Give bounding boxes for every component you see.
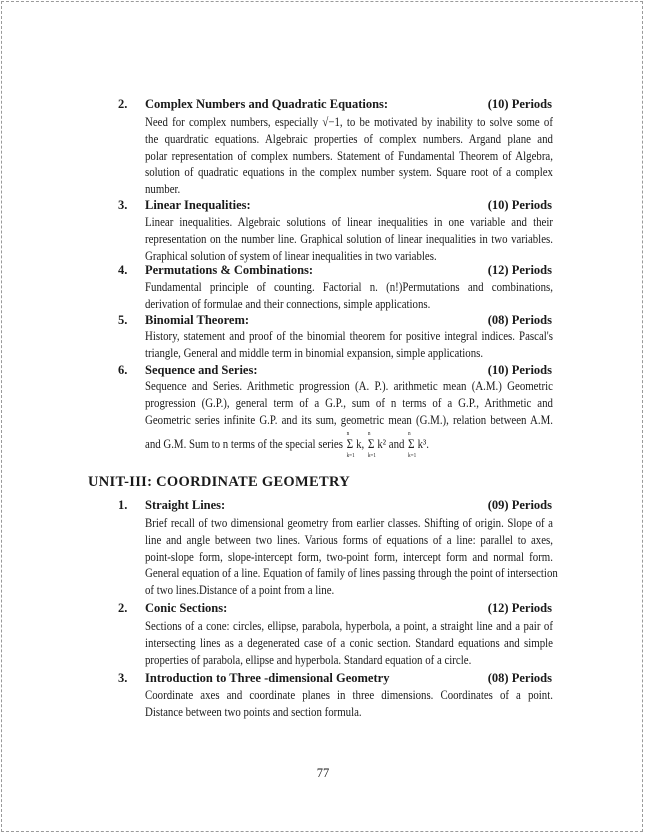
item-heading bbox=[0, 600, 646, 617]
item-periods: (08) Periods bbox=[487, 671, 552, 685]
description-line: Brief recall of two dimensional geometry from earlier classes. Shifting of origin. Slope of a bbox=[145, 516, 553, 530]
description-line: Need for complex numbers, especially √−1, to be motivated by inability to solve some of bbox=[145, 115, 553, 129]
syllabus-item bbox=[0, 262, 646, 311]
sigma-lower: k=1 bbox=[346, 453, 355, 460]
description-line: polar representation of complex numbers. Statement of Fundamental Theorem of Algebra, bbox=[145, 148, 553, 163]
description-line: intersecting lines as a degenerated case of a conic section. Standard equations and simple bbox=[145, 635, 553, 650]
item-description bbox=[145, 279, 553, 313]
description-line: General equation of a line. Equation of family of lines passing through the point of intersection bbox=[145, 566, 558, 581]
item-title: Conic Sections: bbox=[145, 601, 228, 615]
syllabus-item bbox=[0, 197, 646, 263]
item-heading bbox=[0, 262, 646, 279]
description-line: Graphical solution of system of linear inequalities in two variables. bbox=[145, 248, 437, 263]
item-description bbox=[145, 114, 553, 198]
unit-heading: UNIT-III: COORDINATE GEOMETRY bbox=[88, 474, 350, 490]
item-periods: (12) Periods bbox=[487, 263, 552, 277]
item-periods: (12) Periods bbox=[487, 601, 552, 615]
description-line: solution of quadratic equations in the complex number system. Square root of a complex bbox=[145, 165, 553, 180]
item-description bbox=[145, 618, 553, 668]
item-periods: (10) Periods bbox=[487, 363, 552, 377]
description-line: line and angle between two lines. Various forms of equations of a line: parallel to axes, bbox=[145, 532, 553, 547]
item-periods: (08) Periods bbox=[487, 313, 552, 327]
description-line: History, statement and proof of the binomial theorem for positive integral indices. Pascal's bbox=[145, 329, 553, 343]
item-description bbox=[145, 687, 553, 721]
item-number: 1. bbox=[118, 498, 128, 512]
description-line: point-slope form, slope-intercept form, two-point form, intercept form and normal form. bbox=[145, 549, 553, 564]
description-line: properties of parabola, ellipse and hyperbola. Standard equation of a circle. bbox=[145, 652, 472, 667]
syllabus-item bbox=[0, 362, 646, 460]
series-term: k, bbox=[356, 437, 365, 452]
item-heading bbox=[0, 96, 646, 113]
item-heading bbox=[0, 312, 646, 329]
item-description bbox=[145, 328, 553, 362]
item-title: Permutations & Combinations: bbox=[145, 263, 314, 277]
item-number: 2. bbox=[118, 97, 128, 111]
item-heading bbox=[0, 362, 646, 379]
sigma: Σ bbox=[367, 436, 375, 452]
description-line: Linear inequalities. Algebraic solutions of linear inequalities in one variable and their bbox=[145, 215, 553, 229]
item-number: 4. bbox=[118, 263, 128, 277]
syllabus-item bbox=[0, 497, 646, 598]
series-line bbox=[145, 431, 553, 460]
item-heading bbox=[0, 197, 646, 214]
item-title: Binomial Theorem: bbox=[145, 313, 250, 327]
description-line: Sections of a cone: circles, ellipse, parabola, hyperbola, a point, a straight line and a pair of bbox=[145, 619, 553, 633]
item-title: Sequence and Series: bbox=[145, 363, 258, 377]
item-periods: (09) Periods bbox=[487, 498, 552, 512]
item-number: 5. bbox=[118, 313, 128, 327]
series-text: and G.M. Sum to n terms of the special series bbox=[145, 437, 343, 452]
sigma-lower: k=1 bbox=[408, 453, 417, 460]
item-heading bbox=[0, 670, 646, 687]
sigma-symbol bbox=[346, 431, 356, 460]
description-line: representation on the number line. Graphical solution of linear inequalities in two variables. bbox=[145, 231, 553, 246]
sigma-upper: n bbox=[408, 431, 411, 438]
series-term: k² bbox=[377, 437, 387, 452]
item-title: Complex Numbers and Quadratic Equations: bbox=[145, 97, 389, 111]
sigma-symbol bbox=[367, 431, 377, 460]
sigma-symbol bbox=[408, 431, 417, 460]
description-line: triangle, General and middle term in binomial expansion, simple applications. bbox=[145, 345, 484, 360]
sigma: Σ bbox=[408, 436, 415, 452]
syllabus-item bbox=[0, 96, 646, 197]
description-line: number. bbox=[145, 182, 181, 197]
syllabus-item bbox=[0, 312, 646, 360]
item-description bbox=[145, 214, 553, 264]
sigma-lower: k=1 bbox=[367, 453, 376, 460]
item-number: 3. bbox=[118, 671, 128, 685]
item-number: 3. bbox=[118, 198, 128, 212]
description-line: Sequence and Series. Arithmetic progression (A. P.). arithmetic mean (A.M.) Geometric bbox=[145, 379, 553, 393]
item-title: Straight Lines: bbox=[145, 498, 226, 512]
description-line: Geometric series infinite G.P. and its sum, geometric mean (G.M.), relation between A.M. bbox=[145, 412, 553, 427]
syllabus-item bbox=[0, 670, 646, 719]
item-description bbox=[145, 378, 553, 460]
description-line: Fundamental principle of counting. Factorial n. (n!)Permutations and combinations, bbox=[145, 280, 553, 294]
item-periods: (10) Periods bbox=[487, 198, 552, 212]
syllabus-item bbox=[0, 600, 646, 667]
item-number: 6. bbox=[118, 363, 128, 377]
description-line: Distance between two points and section formula. bbox=[145, 704, 362, 719]
description-line: progression (G.P.), general term of a G.P., sum of n terms of a G.P., Arithmetic and bbox=[145, 395, 553, 410]
item-description bbox=[145, 515, 558, 599]
description-line: the quardratic equations. Algebraic properties of complex numbers. Argand plane and bbox=[145, 131, 553, 146]
series-and: and bbox=[388, 437, 405, 452]
sigma: Σ bbox=[346, 436, 354, 452]
sigma-upper: n bbox=[367, 431, 371, 438]
description-line: Coordinate axes and coordinate planes in three dimensions. Coordinates of a point. bbox=[145, 688, 553, 702]
item-number: 2. bbox=[118, 601, 128, 615]
page-number: 77 bbox=[316, 766, 330, 780]
description-line: derivation of formulae and their connections, simple applications. bbox=[145, 296, 431, 311]
item-title: Introduction to Three -dimensional Geometry bbox=[145, 671, 390, 685]
sigma-upper: n bbox=[346, 431, 350, 438]
description-line: of two lines.Distance of a point from a line. bbox=[145, 583, 335, 598]
item-heading bbox=[0, 497, 646, 514]
item-periods: (10) Periods bbox=[487, 97, 552, 111]
series-term: k³. bbox=[417, 437, 429, 452]
item-title: Linear Inequalities: bbox=[145, 198, 251, 212]
